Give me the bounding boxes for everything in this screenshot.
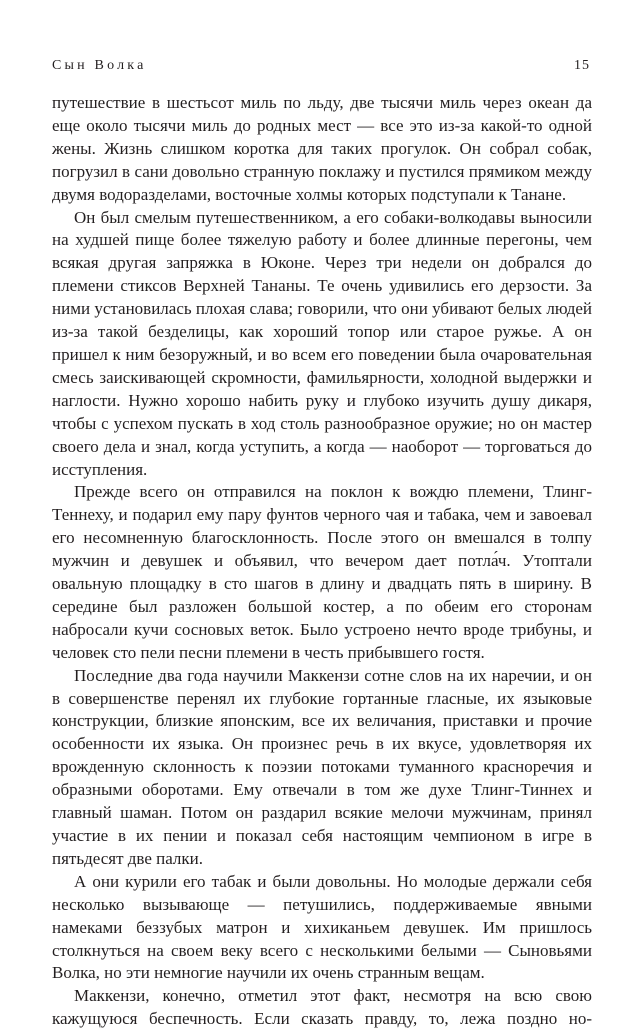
paragraph: Маккензи, конечно, отметил этот факт, несмотря на всю свою кажущуюся беспечность. Если сказать правду, то, лежа поздно но- bbox=[52, 986, 592, 1029]
running-head bbox=[52, 58, 592, 86]
book-page bbox=[52, 58, 592, 1031]
paragraph: Он был смелым путешественником, а его собаки-волкодавы выносили на худшей пище более тяжелую работу и более длинные перегоны, чем всякая другая запряжка в Юконе. Через три недели он добрался до племени стиксов Верхней Тананы. Те очень удивились его дерзости. За ними установилась плохая слава; говорили, что они убивают белых людей из-за такой безделицы, как хороший топор или старое ружье. А он пришел к ним безоружный, и во всем его поведении была очаровательная смесь заискивающей скромности, фамильярности, холодной выдержки и наглости. Нужно хорошо набить руку и глубоко изучить душу дикаря, чтобы с успехом пускать в ход столь разнообразное оружие; но он мастер своего дела и знал, когда уступить, а когда — наоборот — торговаться до исступления. bbox=[52, 207, 592, 479]
paragraph: Прежде всего он отправился на поклон к вождю племени, Тлинг-Теннеху, и подарил ему пару фунтов черного чая и табака, чем и завоевал его несомненную благосклонность. После этого он вмешался в толпу мужчин и девушек и объявил, что вечером дает потла́ч. Утоптали овальную площадку в сто шагов в длину и двадцать пять в ширину. В середине был разложен большой костер, а по обеим его сторонам набросали кучи сосновых веток. Было устроено нечто вроде трибуны, и человек сто пели песни племени в честь прибывшего гостя. bbox=[52, 482, 592, 662]
page-number: 15 bbox=[574, 58, 590, 73]
running-title: Сын Волка bbox=[52, 58, 147, 73]
body-text bbox=[52, 92, 592, 1031]
paragraph: А они курили его табак и были довольны. Но молодые держали себя несколько вызывающе — петушились, поддерживаемые явными намеками беззубых матрон и хихиканьем девушек. Им пришлось столкнуться на своем веку всего с несколькими белыми — Сыновьями Волка, но эти немногие научили их очень странным вещам. bbox=[52, 871, 592, 983]
paragraph: Последние два года научили Маккензи сотне слов на их наречии, и он в совершенстве перенял их глубокие гортанные гласные, их языковые конструкции, близкие японским, все их величания, приставки и прочие особенности их языка. Он произнес речь в их вкусе, удовлетворяя их врожденную склонность к поэзии потоками туманного красноречия и образными оборотами. Ему отвечали в том же духе Тлинг-Тиннех и главный шаман. Потом он раздарил всякие мелочи мужчинам, принял участие в их пении и показал себя настоящим чемпионом в игре в пятьдесят две палки. bbox=[52, 665, 592, 868]
paragraph: путешествие в шестьсот миль по льду, две тысячи миль через океан да еще около тысячи миль до родных мест — все это из-за какой-то одной жены. Жизнь слишком коротка для таких прогулок. Он собрал собак, погрузил в сани довольно странную поклажу и пустился прямиком между двумя водоразделами, восточные холмы которых подступали к Танане. bbox=[52, 93, 592, 204]
